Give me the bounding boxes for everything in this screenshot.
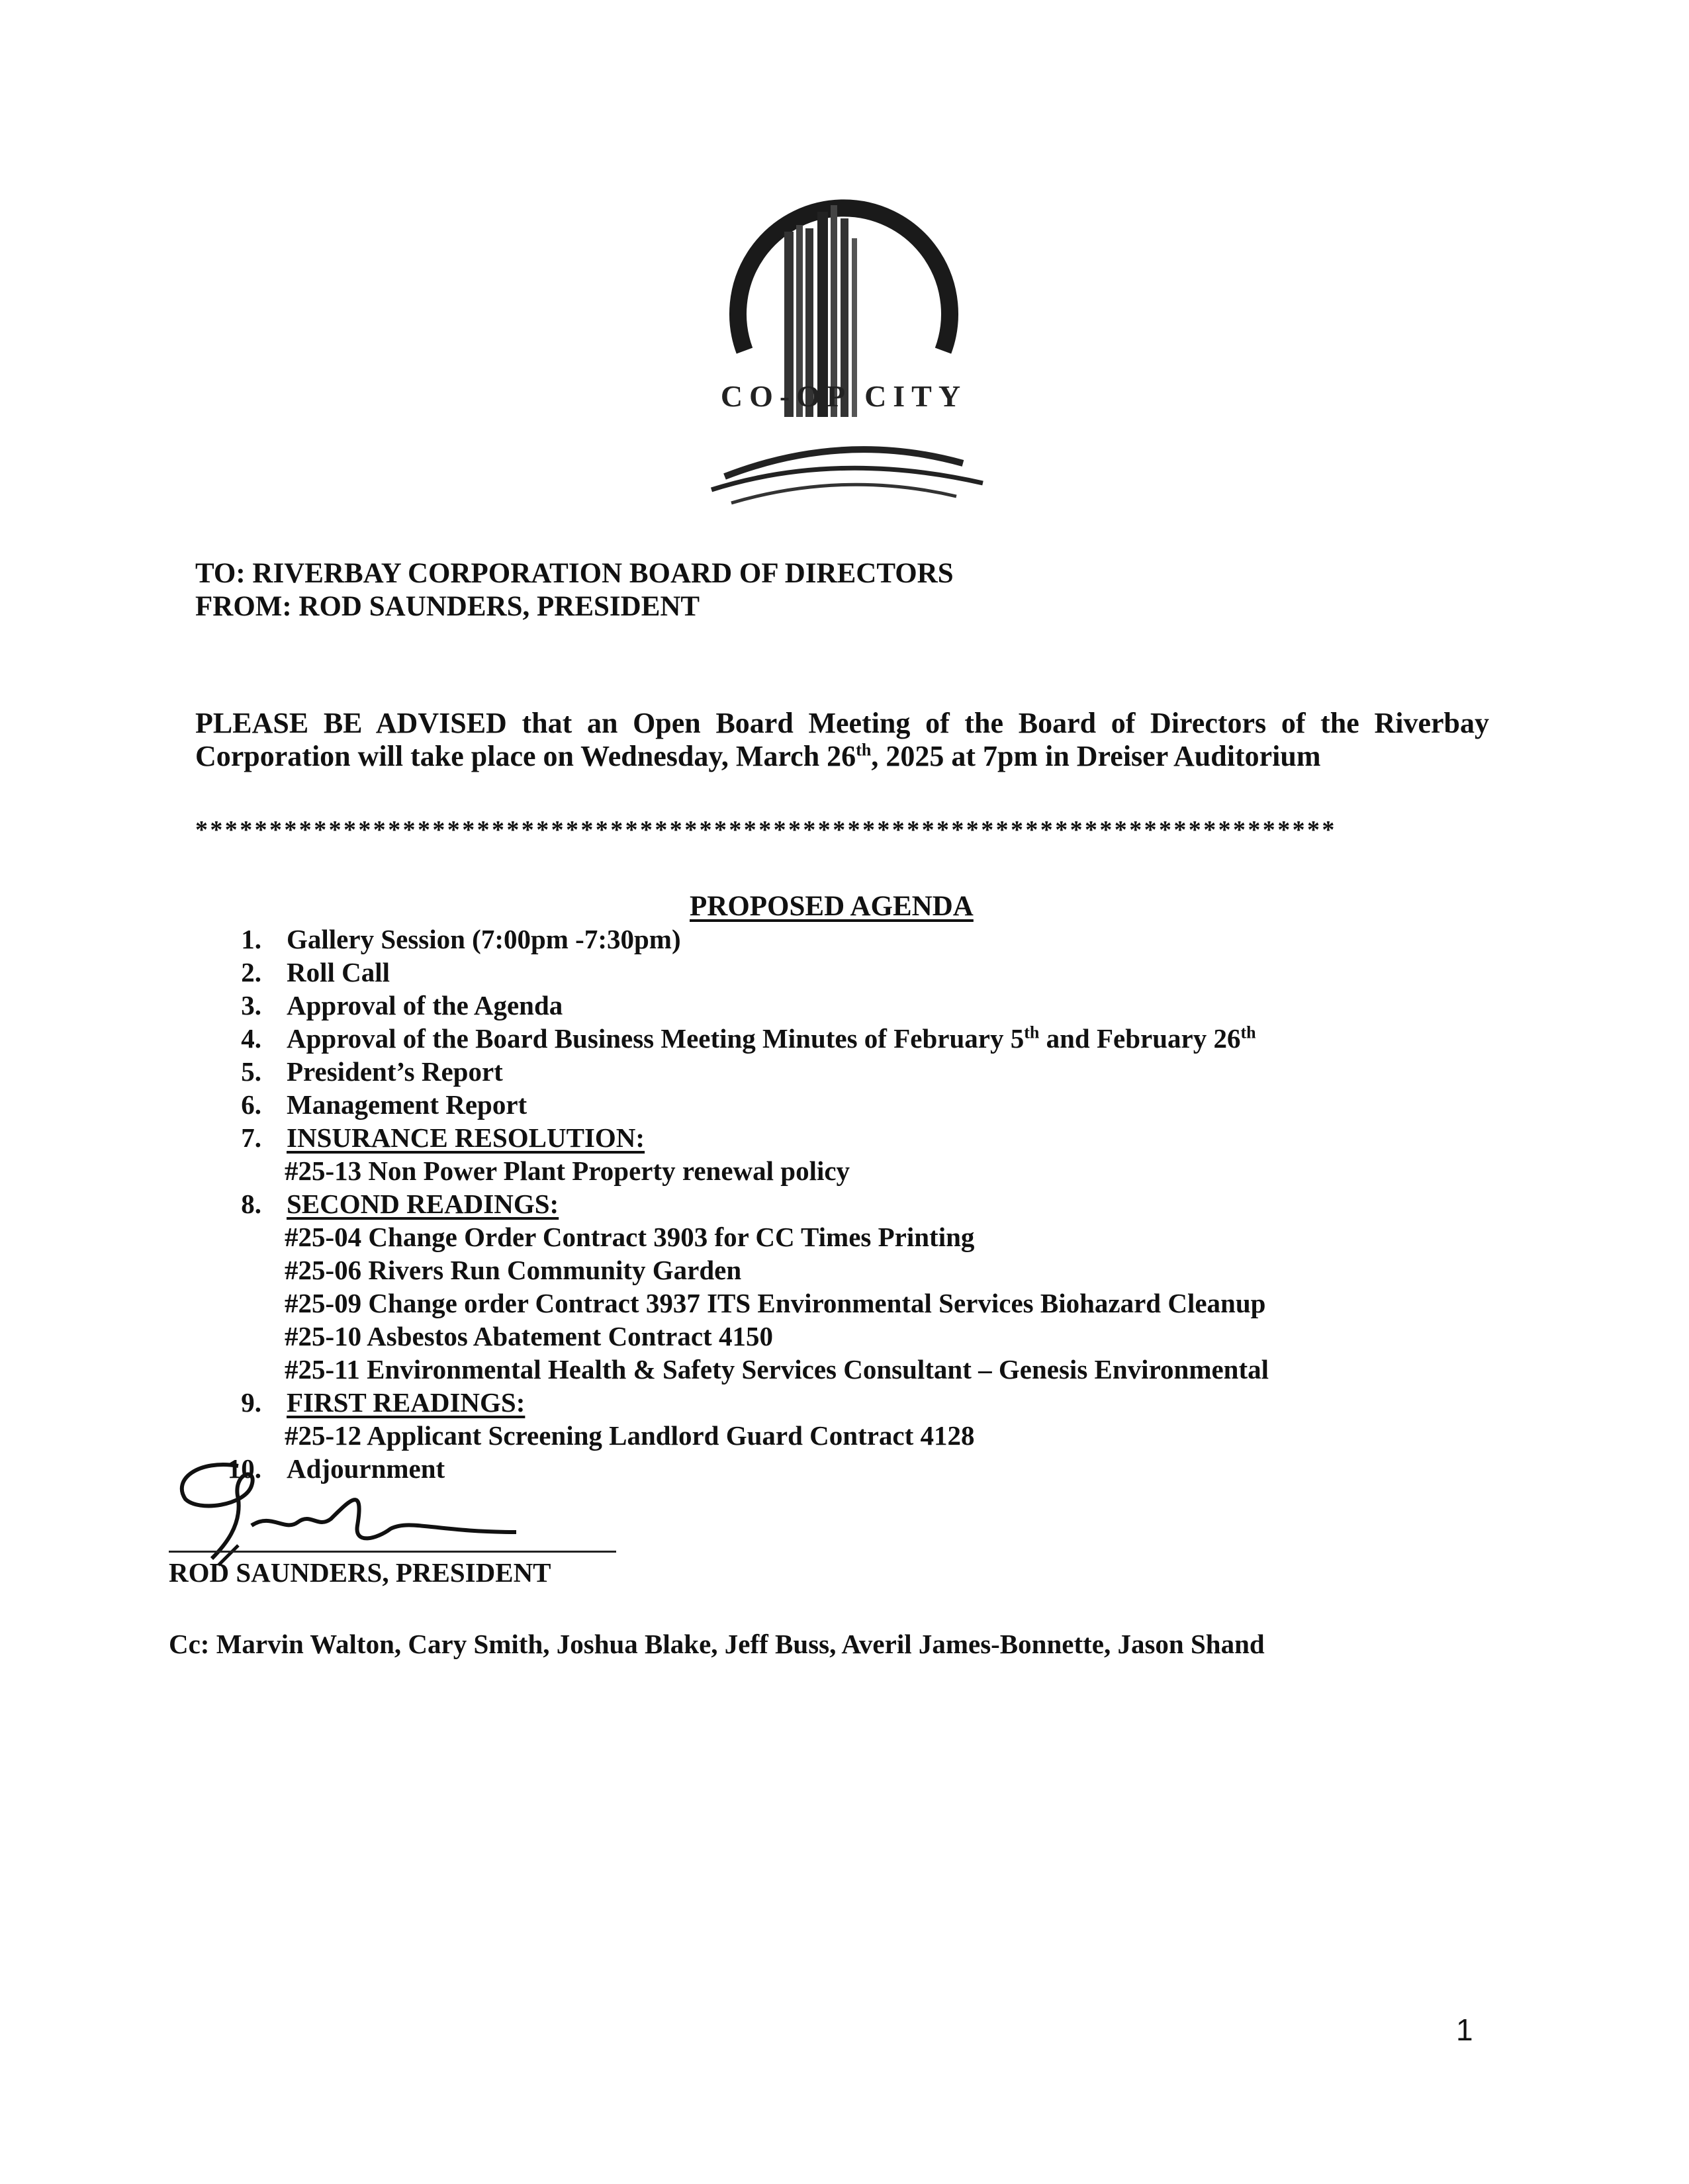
item-number: 7. [241,1122,261,1153]
item-number: 6. [241,1089,261,1120]
notice-sup: th [856,740,872,760]
item-text: Approval of the Agenda [287,990,563,1021]
item-text: Adjournment [287,1453,445,1484]
separator-line: ***************************************************************************** [195,816,1337,844]
item-text: Gallery Session (7:00pm -7:30pm) [287,924,681,954]
item-number: 3. [241,990,261,1021]
item-sup-1: th [1024,1023,1040,1042]
subitem-text: #25-12 Applicant Screening Landlord Guard Contract 4128 [285,1420,975,1451]
item-number: 10. [227,1453,261,1484]
item-sup-2: th [1240,1023,1256,1042]
item-text: INSURANCE RESOLUTION: [287,1122,645,1153]
item-number: 2. [241,957,261,987]
item-text-a: Approval of the Board Business Meeting Minutes of February 5 [287,1023,1025,1054]
memo-to: TO: RIVERBAY CORPORATION BOARD OF DIRECTORS [195,558,954,589]
item-text: SECOND READINGS: [287,1189,559,1219]
item-text: President’s Report [287,1056,503,1087]
signature-name: ROD SAUNDERS, PRESIDENT [169,1557,551,1588]
agenda-title: PROPOSED AGENDA [690,891,974,922]
signature-line [169,1551,616,1553]
item-text-b: and February 26 [1039,1023,1241,1054]
notice-body-1: that an Open Board Meeting of the Board of Directors of the Riverbay Corporation will take place on Wednesday, March 26 [195,707,1489,772]
item-text: FIRST READINGS: [287,1387,525,1418]
svg-text:CO-OP CITY: CO-OP CITY [720,379,968,413]
subitem-text: #25-13 Non Power Plant Property renewal policy [285,1156,850,1186]
memo-from: FROM: ROD SAUNDERS, PRESIDENT [195,591,700,622]
item-text: Roll Call [287,957,390,987]
co-op-city-logo [672,152,1016,510]
subitem-text: #25-10 Asbestos Abatement Contract 4150 [285,1321,773,1351]
item-text: Management Report [287,1089,527,1120]
item-number: 8. [241,1189,261,1219]
item-number: 9. [241,1387,261,1418]
notice-body-2: , 2025 at 7pm in Dreiser Auditorium [871,740,1321,772]
meeting-notice [195,707,1489,773]
item-number: 1. [241,924,261,954]
subitem-text: #25-04 Change Order Contract 3903 for CC Times Printing [285,1222,975,1252]
subitem-text: #25-06 Rivers Run Community Garden [285,1255,742,1285]
cc-list: Cc: Marvin Walton, Cary Smith, Joshua Blake, Jeff Buss, Averil James-Bonnette, Jason Shand [169,1629,1265,1659]
subitem-text: #25-11 Environmental Health & Safety Services Consultant – Genesis Environmental [285,1354,1269,1385]
notice-lead: PLEASE BE ADVISED [195,707,507,739]
subitem-text: #25-09 Change order Contract 3937 ITS Environmental Services Biohazard Cleanup [285,1288,1266,1318]
item-number: 5. [241,1056,261,1087]
item-number: 4. [241,1023,261,1054]
item-text [287,1023,1256,1054]
page-number: 1 [1456,2013,1473,2047]
